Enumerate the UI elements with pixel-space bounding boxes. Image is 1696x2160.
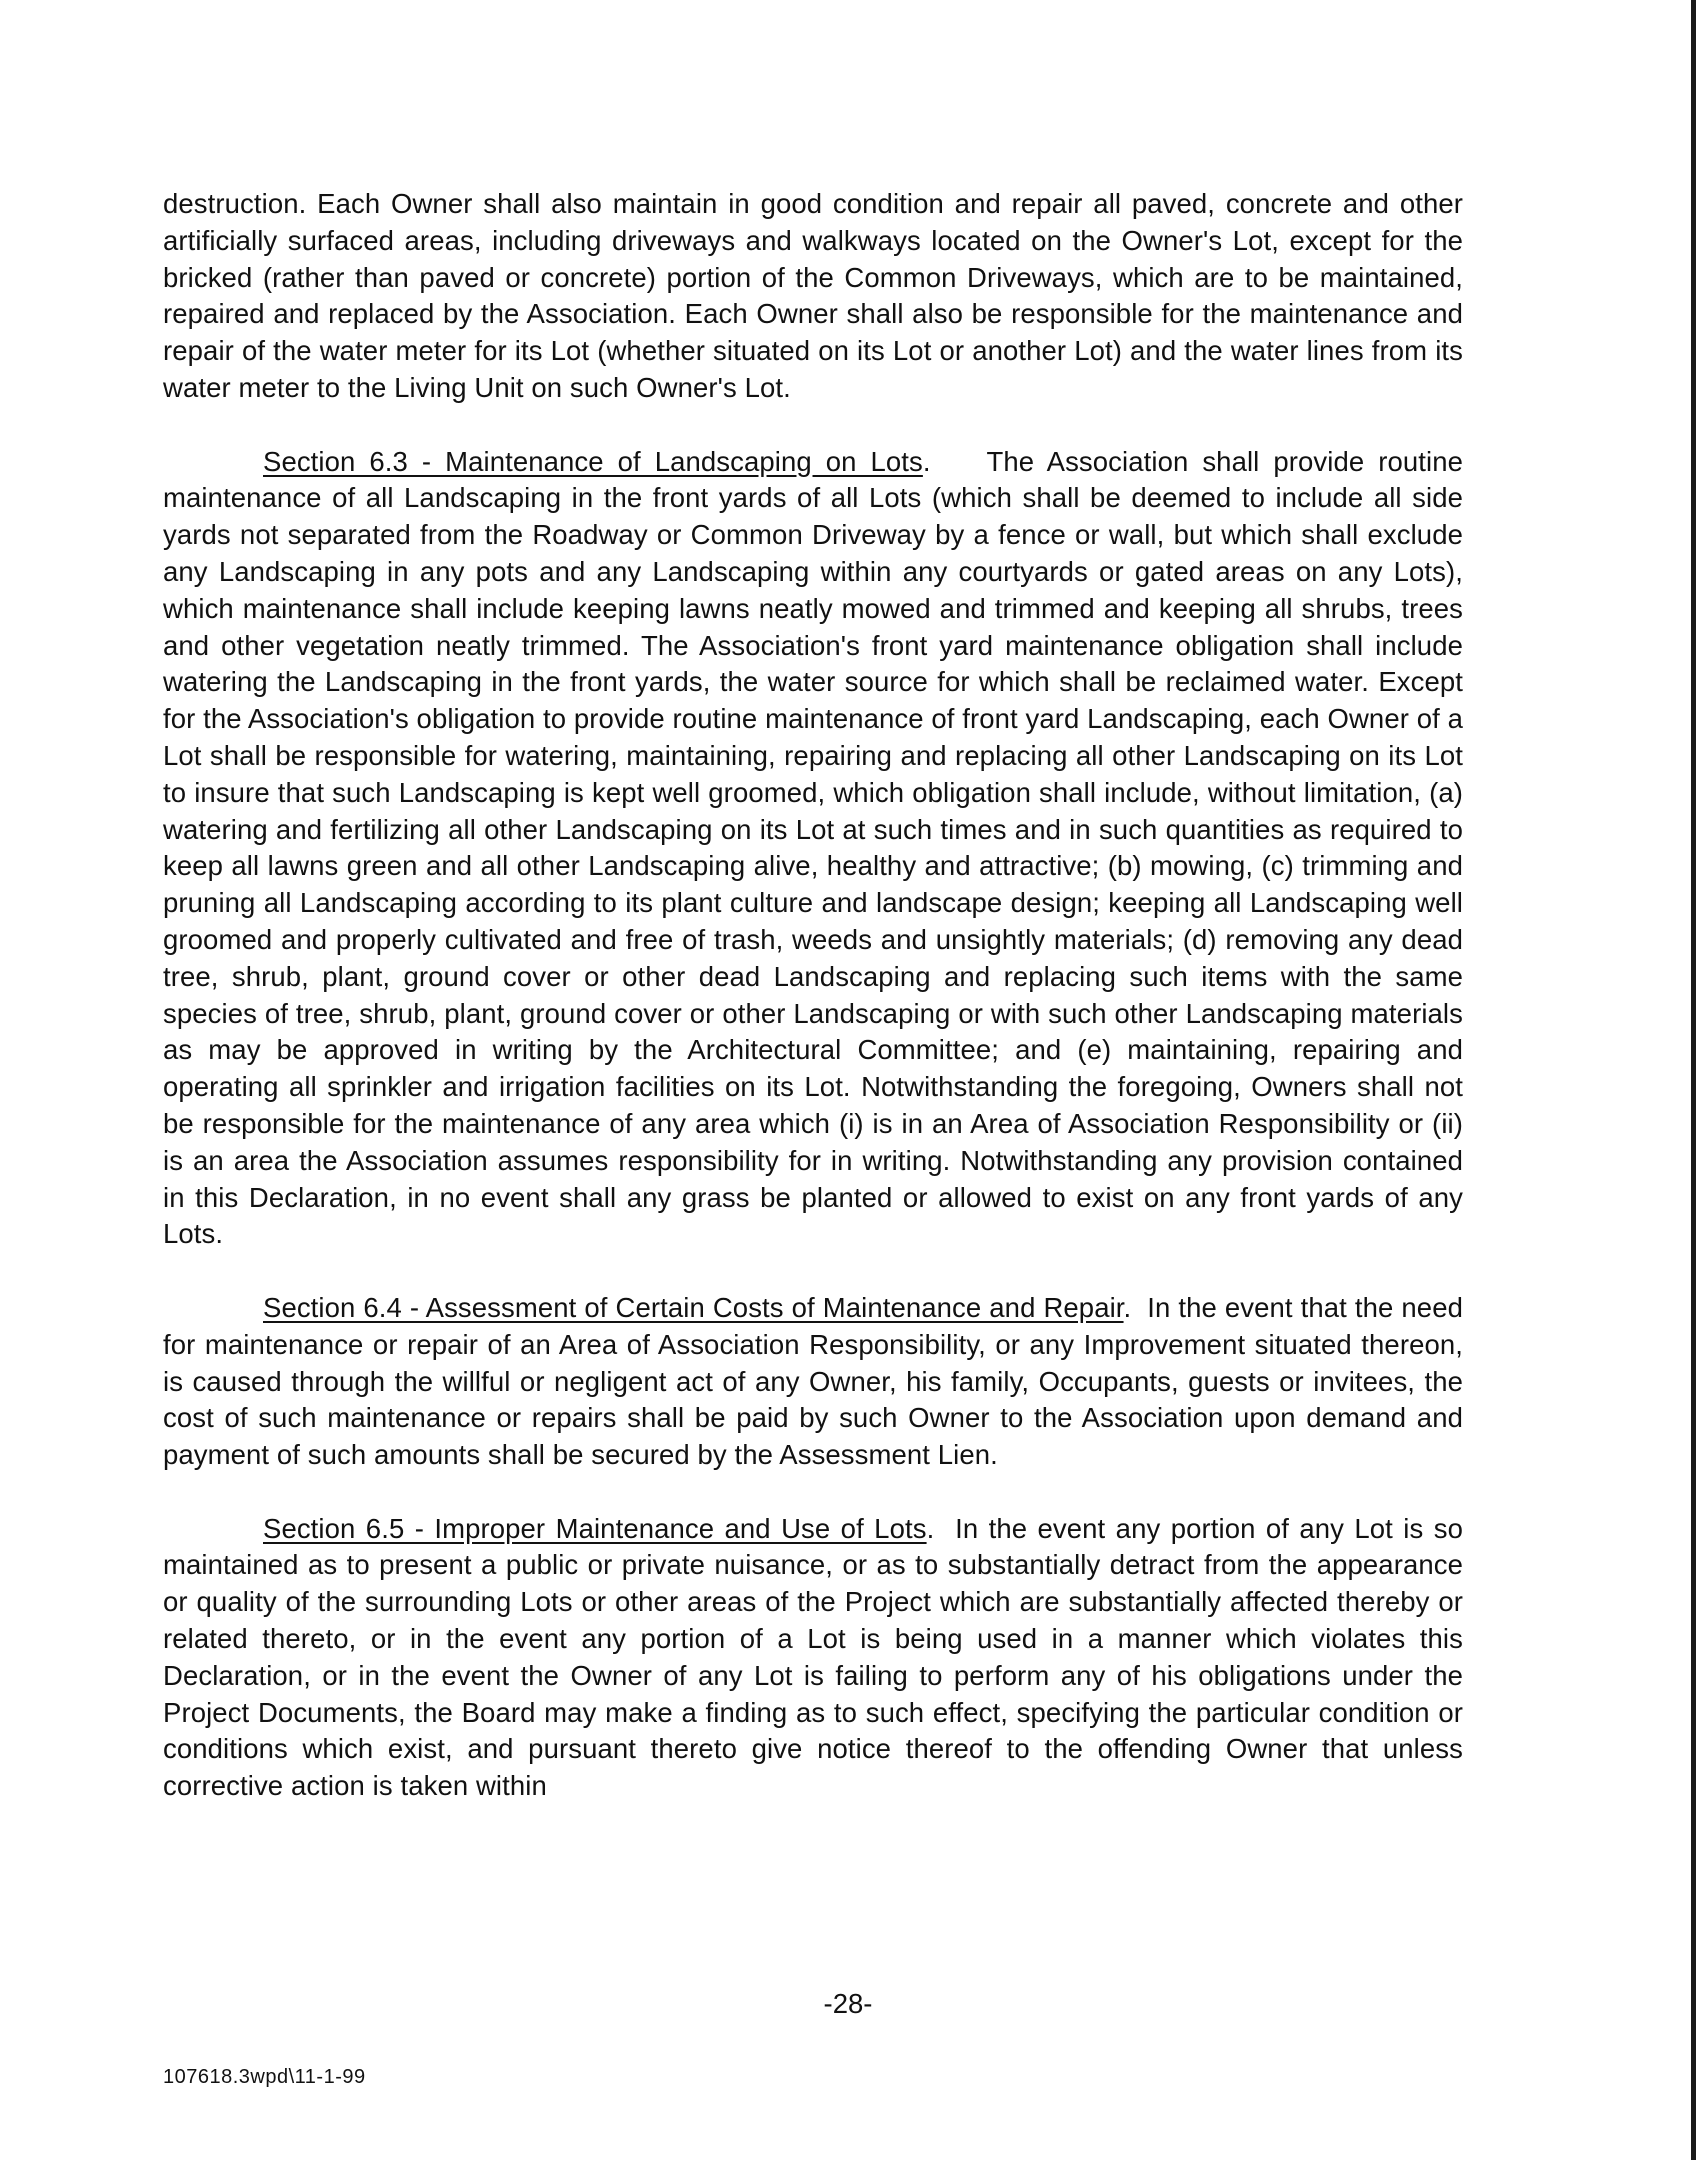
heading-period: . bbox=[922, 445, 931, 477]
section-6-3-paragraph bbox=[163, 444, 1463, 1254]
section-6-5-paragraph bbox=[163, 1511, 1463, 1805]
page-number: -28- bbox=[823, 1988, 873, 2019]
section-6-4-paragraph bbox=[163, 1290, 1463, 1474]
paragraph-text: destruction. Each Owner shall also maintain in good condition and repair all paved, concrete and other artificially surfaced areas, including driveways and walkways located on the Owner's Lot, except for the bricked (rather than paved or concrete) portion of the Common Driveways, which are to be maintained, repaired and replaced by the Association. Each Owner shall also be responsible for the maintenance and repair of the water meter for its Lot (whether situated on its Lot or another Lot) and the water lines from its water meter to the Living Unit on such Owner's Lot. bbox=[163, 188, 1463, 403]
paragraph-text: In the event any portion of any Lot is so maintained as to present a public or private nuisance, or as to substantially detract from the appearance or quality of the surrounding Lots or other areas of the Project which are substantially affected thereby or related thereto, or in the event any portion of a Lot is being used in a manner which violates this Declaration, or in the event the Owner of any Lot is failing to perform any of his obligations under the Project Documents, the Board may make a finding as to such effect, specifying the particular condition or conditions which exist, and pursuant thereto give notice thereof to the offending Owner that unless corrective action is taken within bbox=[163, 1512, 1463, 1802]
document-code: 107618.3wpd\11-1-99 bbox=[163, 2066, 366, 2088]
heading-period: . bbox=[1123, 1291, 1132, 1323]
paragraph-text: In the event that the need for maintenance or repair of an Area of Association Responsibility, or any Improvement situated thereon, is caused through the willful or negligent act of any Owner, his family, Occupants, guests or invitees, the cost of such maintenance or repairs shall be paid by such Owner to the Association upon demand and payment of such amounts shall be secured by the Assessment Lien. bbox=[163, 1291, 1463, 1471]
paragraph-text: The Association shall provide routine maintenance of all Landscaping in the front yards of all Lots (which shall be deemed to include all side yards not separated from the Roadway or Common Driveway by a fence or wall, but which shall exclude any Landscaping in any pots and any Landscaping within any courtyards or gated areas on any Lots), which maintenance shall include keeping lawns neatly mowed and trimmed and keeping all shrubs, trees and other vegetation neatly trimmed. The Association's front yard maintenance obligation shall include watering the Landscaping in the front yards, the water source for which shall be reclaimed water. Except for the Association's obligation to provide routine maintenance of front yard Landscaping, each Owner of a Lot shall be responsible for watering, maintaining, repairing and replacing all other Landscaping on its Lot to insure that such Landscaping is kept well groomed, which obligation shall include, without limitation, (a) watering and fertilizing all other Landscaping on its Lot at such times and in such quantities as required to keep all lawns green and all other Landscaping alive, healthy and attractive; (b) mowing, (c) trimming and pruning all Landscaping according to its plant culture and landscape design; keeping all Landscaping well groomed and properly cultivated and free of trash, weeds and unsightly materials; (d) removing any dead tree, shrub, plant, ground cover or other dead Landscaping and replacing such items with the same species of tree, shrub, plant, ground cover or other Landscaping or with such other Landscaping materials as may be approved in writing by the Architectural Committee; and (e) maintaining, repairing and operating all sprinkler and irrigation facilities on its Lot. Notwithstanding the foregoing, Owners shall not be responsible for the maintenance of any area which (i) is in an Area of Association Responsibility or (ii) is an area the Association assumes responsibility for in writing. Notwithstanding any provision contained in this Declaration, in no event shall any grass be planted or allowed to exist on any front yards of any Lots. bbox=[163, 445, 1463, 1250]
heading-period: . bbox=[926, 1512, 935, 1544]
paragraph-continuation bbox=[163, 186, 1463, 407]
scan-edge-bar bbox=[1691, 0, 1696, 2160]
document-body bbox=[163, 186, 1463, 1805]
section-6-3-heading: Section 6.3 - Maintenance of Landscaping on Lots bbox=[263, 445, 923, 477]
section-6-4-heading: Section 6.4 - Assessment of Certain Costs of Maintenance and Repair bbox=[263, 1291, 1124, 1323]
section-6-5-heading: Section 6.5 - Improper Maintenance and Use of Lots bbox=[263, 1512, 927, 1544]
